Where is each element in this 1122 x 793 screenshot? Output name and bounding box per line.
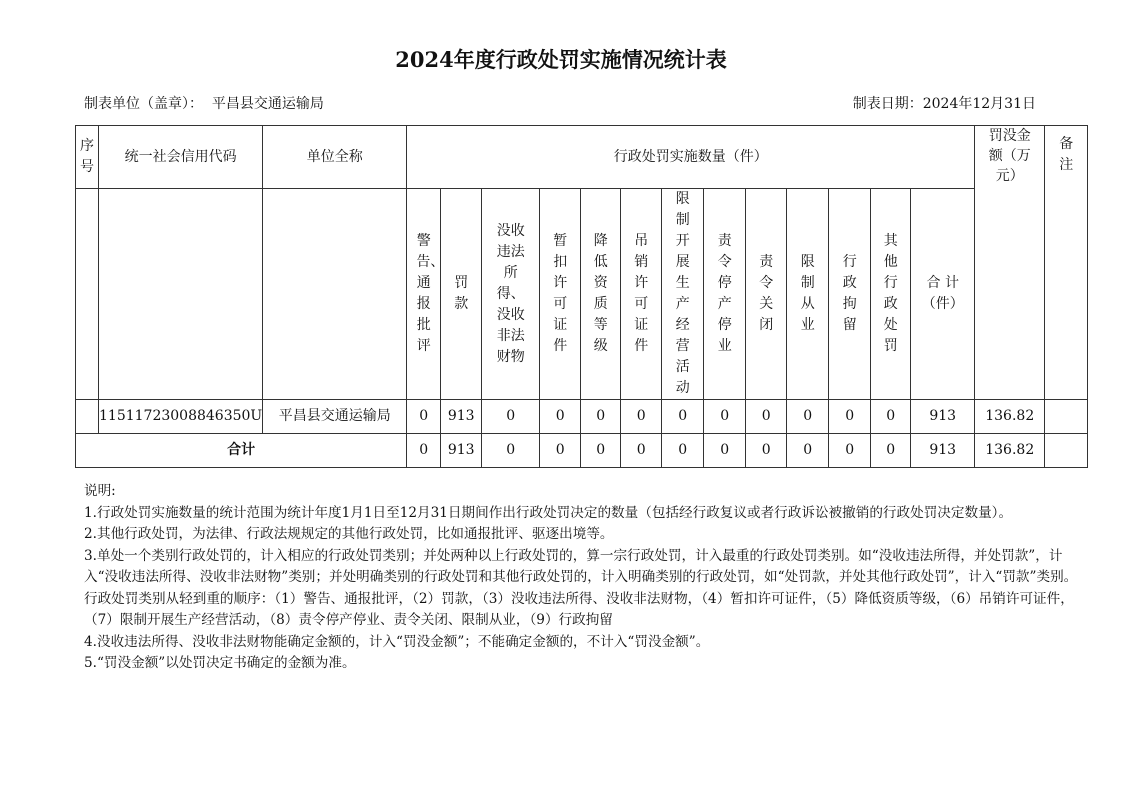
total-value: 913 (441, 434, 482, 468)
header-category-total: 合 计（件） (911, 189, 975, 400)
date-value: 2024年12月31日 (922, 96, 1036, 112)
cell-value: 0 (407, 400, 441, 434)
cell-credit-code: 11511723008846350U (99, 400, 263, 434)
cell-value: 0 (482, 400, 540, 434)
cell-amount: 136.82 (975, 400, 1045, 434)
total-value: 0 (829, 434, 871, 468)
header-category: 没收违法所得、没收非法财物 (482, 189, 540, 400)
cell-value: 0 (829, 400, 871, 434)
total-row (76, 434, 1088, 468)
cell-value: 0 (746, 400, 787, 434)
notes-heading: 说明: (84, 483, 116, 499)
total-value: 0 (871, 434, 911, 468)
total-value: 0 (662, 434, 704, 468)
total-label: 合计 (76, 434, 407, 468)
total-sum: 913 (911, 434, 975, 468)
header-remark: 备注 (1045, 126, 1088, 400)
header-category: 其他行政处罚 (871, 189, 911, 400)
total-value: 0 (621, 434, 662, 468)
cell-value: 0 (540, 400, 581, 434)
header-credit-code: 统一社会信用代码 (99, 126, 263, 189)
total-value: 0 (746, 434, 787, 468)
header-count-group: 行政处罚实施数量（件） (407, 126, 975, 189)
cell-value: 0 (787, 400, 829, 434)
page-title: 2024年度行政处罚实施情况统计表 (395, 47, 727, 72)
statistics-table (75, 125, 1088, 468)
cell-value: 0 (871, 400, 911, 434)
unit-info (84, 93, 324, 113)
total-remark (1045, 434, 1088, 468)
cell-value: 0 (662, 400, 704, 434)
cell-value: 0 (621, 400, 662, 434)
note-item: 5.“罚没金额”以处罚决定书确定的金额为准。 (84, 655, 356, 671)
category-row (76, 189, 1088, 400)
header-category: 降低资质等级 (581, 189, 621, 400)
total-value: 0 (704, 434, 746, 468)
total-value: 0 (581, 434, 621, 468)
date-label: 制表日期： (852, 96, 923, 112)
unit-label: 制表单位（盖章）： (84, 96, 203, 112)
note-item: 1.行政处罚实施数量的统计范围为统计年度1月1日至12月31日期间作出行政处罚决定的数量（包括经行政复议或者行政诉讼被撤销的行政处罚决定数量）。 (84, 504, 1013, 521)
cell-remark (1045, 400, 1088, 434)
total-amount: 136.82 (975, 434, 1045, 468)
header-unit-name: 单位全称 (263, 126, 407, 189)
date-info (853, 93, 1036, 113)
header-row (76, 126, 1088, 189)
header-category: 限制从业 (787, 189, 829, 400)
unit-name: 平昌县交通运输局 (211, 96, 324, 112)
header-category: 责令关闭 (746, 189, 787, 400)
header-category: 警告、通报批评 (407, 189, 441, 400)
cell-value: 913 (441, 400, 482, 434)
header-category: 吊销许可证件 (621, 189, 662, 400)
total-value: 0 (407, 434, 441, 468)
note-item: 4.没收违法所得、没收非法财物能确定金额的，计入“罚没金额”；不能确定金额的，不计入“罚没金额”。 (84, 633, 710, 650)
notes-section (84, 481, 1084, 675)
header-category: 行政拘留 (829, 189, 871, 400)
header-amount: 罚没金额（万元） (975, 126, 1045, 400)
cell-total: 913 (911, 400, 975, 434)
cell-unit: 平昌县交通运输局 (263, 400, 407, 434)
header-category: 责令停产停业 (704, 189, 746, 400)
header-category: 限制开展生产经营活动 (662, 189, 704, 400)
cell-value: 0 (704, 400, 746, 434)
header-category: 暂扣许可证件 (540, 189, 581, 400)
note-item: 2.其他行政处罚，为法律、行政法规规定的其他行政处罚，比如通报批评、驱逐出境等。 (84, 526, 614, 542)
table-row (76, 400, 1088, 434)
header-seq: 序号 (76, 126, 99, 189)
total-value: 0 (540, 434, 581, 468)
total-value: 0 (482, 434, 540, 468)
cell-value: 0 (581, 400, 621, 434)
cell-seq (76, 400, 99, 434)
note-item: 3.单处一个类别行政处罚的，计入相应的行政处罚类别；并处两种以上行政处罚的，算一宗行政处罚，计入最重的行政处罚类别。如“没收违法所得，并处罚款”，计入“没收违法所得、没收非法财物”类别；并处明确类别的行政处罚和其他行政处罚的，计入明确类别的行政处罚，如“处罚款，并处其他行政处罚”，计入“罚款”类别。行政处罚类别从轻到重的顺序：（1）警告、通报批评，（2）罚款，（3）没收违法所得、没收非法财物，（4）暂扣许可证件，（5）降低资质等级，（6）吊销许可证件，（7）限制开展生产经营活动，（8）责令停产停业、责令关闭、限制从业，（9）行政拘留 (84, 547, 1078, 628)
total-value: 0 (787, 434, 829, 468)
header-category: 罚款 (441, 189, 482, 400)
